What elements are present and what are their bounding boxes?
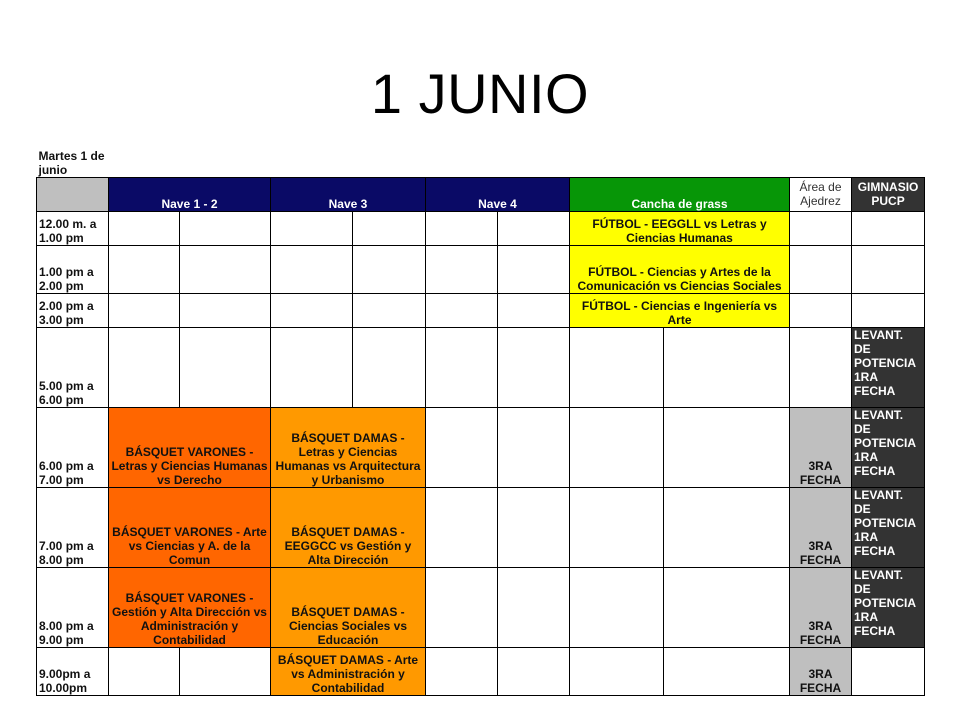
ajedrez-fecha-cell: 3RA FECHA xyxy=(790,407,852,487)
header-area-de-ajedrez: Área de Ajedrez xyxy=(790,177,852,211)
time-slot: 2.00 pm a 3.00 pm xyxy=(37,293,109,327)
time-slot: 1.00 pm a 2.00 pm xyxy=(37,245,109,293)
header-row xyxy=(37,177,925,211)
ajedrez-fecha-cell: 3RA FECHA xyxy=(790,487,852,567)
header-nave-1-2: Nave 1 - 2 xyxy=(109,177,271,211)
basquet-varones-cell: BÁSQUET VARONES - Arte vs Ciencias y A. de la Comun xyxy=(109,487,271,567)
table-row xyxy=(37,567,925,647)
gimnasio-event-cell: LEVANT. DE POTENCIA 1RA FECHA xyxy=(852,567,925,647)
header-nave-4: Nave 4 xyxy=(426,177,570,211)
basquet-varones-cell: BÁSQUET VARONES - Letras y Ciencias Humanas vs Derecho xyxy=(109,407,271,487)
futbol-match-cell: FÚTBOL - Ciencias e Ingeniería vs Arte xyxy=(570,293,790,327)
header-cancha-de-grass: Cancha de grass xyxy=(570,177,790,211)
gimnasio-event-cell: LEVANT. DE POTENCIA 1RA FECHA xyxy=(852,327,925,407)
time-slot: 7.00 pm a 8.00 pm xyxy=(37,487,109,567)
ajedrez-fecha-cell: 3RA FECHA xyxy=(790,567,852,647)
header-nave-3: Nave 3 xyxy=(271,177,426,211)
table-row xyxy=(37,245,925,293)
table-row xyxy=(37,211,925,245)
header-gimnasio-pucp: GIMNASIO PUCP xyxy=(852,177,925,211)
gimnasio-event-cell: LEVANT. DE POTENCIA 1RA FECHA xyxy=(852,407,925,487)
time-slot: 5.00 pm a 6.00 pm xyxy=(37,327,109,407)
futbol-match-cell: FÚTBOL - Ciencias y Artes de la Comunicación vs Ciencias Sociales xyxy=(570,245,790,293)
basquet-varones-cell: BÁSQUET VARONES - Gestión y Alta Dirección vs Administración y Contabilidad xyxy=(109,567,271,647)
table-row xyxy=(37,407,925,487)
time-slot: 9.00pm a 10.00pm xyxy=(37,647,109,695)
gimnasio-event-cell: LEVANT. DE POTENCIA 1RA FECHA xyxy=(852,487,925,567)
ajedrez-fecha-cell: 3RA FECHA xyxy=(790,647,852,695)
header-corner-cell xyxy=(37,177,109,211)
time-slot: 12.00 m. a 1.00 pm xyxy=(37,211,109,245)
basquet-damas-cell: BÁSQUET DAMAS - Ciencias Sociales vs Educación xyxy=(271,567,426,647)
schedule-table xyxy=(36,142,925,696)
table-row xyxy=(37,487,925,567)
basquet-damas-cell: BÁSQUET DAMAS - Letras y Ciencias Humanas vs Arquitectura y Urbanismo xyxy=(271,407,426,487)
page-title: 1 JUNIO xyxy=(370,62,590,125)
futbol-match-cell: FÚTBOL - EEGGLL vs Letras y Ciencias Humanas xyxy=(570,211,790,245)
time-slot: 8.00 pm a 9.00 pm xyxy=(37,567,109,647)
table-row xyxy=(37,327,925,407)
schedule-date-label: Martes 1 de junio xyxy=(38,148,105,177)
time-slot: 6.00 pm a 7.00 pm xyxy=(37,407,109,487)
table-row xyxy=(37,293,925,327)
table-row xyxy=(37,647,925,695)
basquet-damas-cell: BÁSQUET DAMAS - EEGGCC vs Gestión y Alta Dirección xyxy=(271,487,426,567)
table-caption-row xyxy=(37,142,925,177)
basquet-damas-cell: BÁSQUET DAMAS - Arte vs Administración y Contabilidad xyxy=(271,647,426,695)
